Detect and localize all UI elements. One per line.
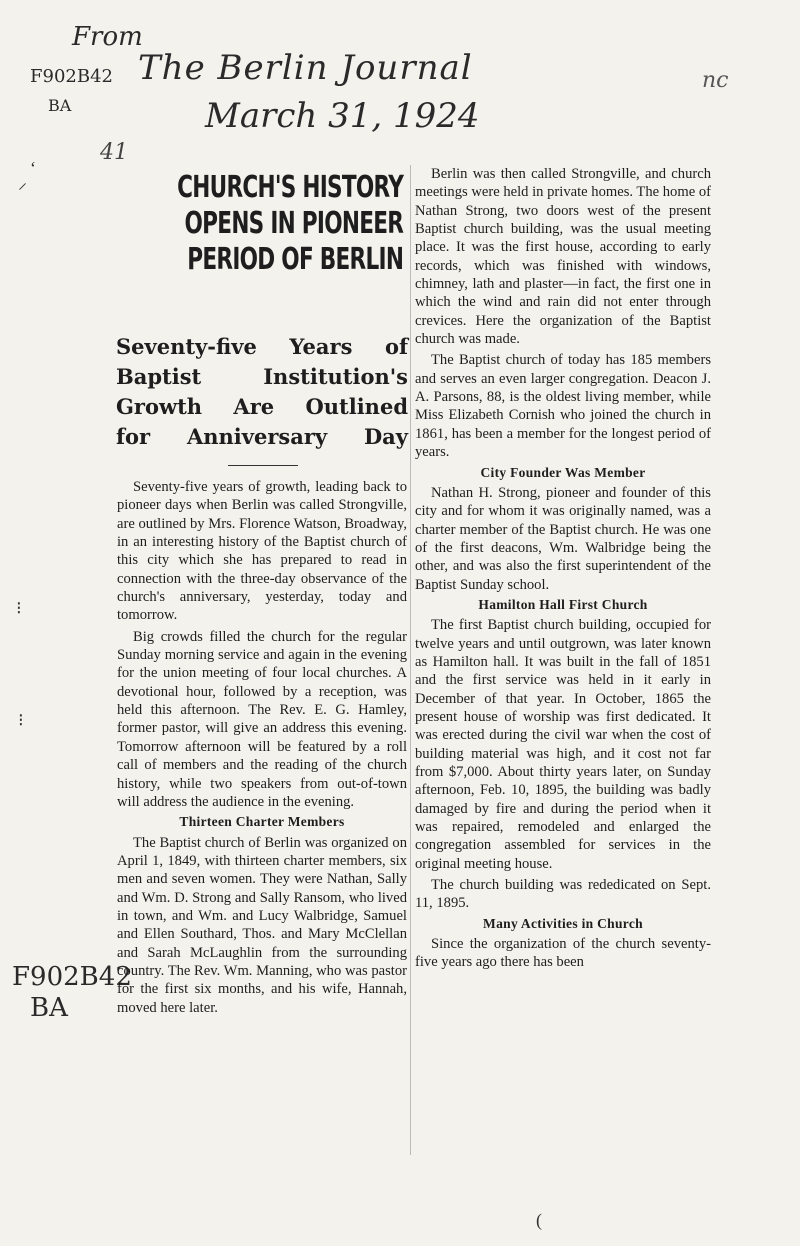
article-paragraph: The Baptist church of Berlin was organized on April 1, 1849, with thirteen charter members, six men and seven women. They were Nathan, Sally and Wm. D. Strong and Sally Ransom, who lived in town, and Wm. and Lucy Walbridge, Samuel and Ellen Southard, Thos. and Mary McClellan and Sarah McLaughlin from the surrounding country. The Rev. Wm. Manning, who was pastor for the first six months, and his wife, Hannah, moved here later. <box>117 834 407 1016</box>
article-paragraph: Nathan H. Strong, pioneer and founder of this city and for whom it was originally named, was a charter member of the Baptist church. He was one of the first deacons, Wm. Walbridge being the other, and was also the first superintendent of the Baptist Sunday school. <box>415 484 711 593</box>
subheadline-line: Seventy-five Years of <box>116 334 408 359</box>
subheadline <box>116 332 408 452</box>
handwritten-from-label: From <box>72 22 143 52</box>
subheadline-line: for Anniversary Day <box>116 424 408 449</box>
headline-line: CHURCH'S HISTORY <box>177 170 404 205</box>
catalog-code-side-sub: BA <box>30 993 68 1024</box>
headline <box>108 170 403 278</box>
catalog-code-side <box>12 962 132 1024</box>
article-column-right <box>415 165 711 972</box>
column-separator <box>410 165 411 1155</box>
scan-mark: ⸍ <box>18 180 27 200</box>
article-subhead: City Founder Was Member <box>480 464 646 480</box>
subheadline-line: Growth Are Outlined <box>116 394 408 419</box>
article-paragraph: Big crowds filled the church for the regular Sunday morning service and again in the evening for the union meeting of four local churches. A devotional hour, followed by a reception, was held this afternoon. The Rev. E. G. Hamley, former pastor, will give an address this evening. Tomorrow afternoon will be featured by a roll call of members and the reading of the church history, while two speakers from out-of-town will address the audience in the evening. <box>117 628 407 810</box>
catalog-code-side-main: F902B42 <box>12 962 132 992</box>
article-paragraph: The church building was rededicated on Sept. 11, 1895. <box>415 877 711 912</box>
scan-mark: ⁝ <box>18 710 24 730</box>
article-column-left <box>117 478 407 1017</box>
article-subhead: Many Activities in Church <box>483 915 643 931</box>
subheadline-line: Baptist Institution's <box>116 364 408 389</box>
article-subhead: Hamilton Hall First Church <box>478 596 648 612</box>
catalog-code-top: F902B42 <box>30 66 113 87</box>
article-paragraph: The Baptist church of today has 185 members and serves an even larger congregation. Deacon J. A. Parsons, 88, is the oldest living member, while Miss Elizabeth Cornish who joined the church in 1861, has been a member for the longest period of years. <box>415 352 711 461</box>
article-paragraph: Berlin was then called Strongville, and church meetings were held in private homes. The home of Nathan Strong, two doors west of the present Baptist church building, was the usual meeting place. It was the first house, according to early records, which was finished with windows, chimney, lath and plaster—in fact, the first one in which the wind and rain did not enter through crevices. Here the organization of the Baptist church was made. <box>415 166 711 348</box>
scan-mark: ⁝ <box>16 598 22 618</box>
divider <box>228 465 298 466</box>
article-paragraph: Since the organization of the church seventy-five years ago there has been <box>415 936 711 971</box>
headline-line: PERIOD OF BERLIN <box>187 242 404 277</box>
scan-mark: ʻ <box>30 158 36 178</box>
scan-mark: ( <box>536 1210 542 1230</box>
article-paragraph: Seventy-five years of growth, leading back to pioneer days when Berlin was called Strongville, are outlined by Mrs. Florence Watson, Broadway, in an interesting history of the Baptist church of this city which she has prepared to read in connection with the three-day observance of the church's anniversary, yesterday, today and tomorrow. <box>117 479 407 624</box>
handwritten-mark: nc <box>702 68 729 93</box>
article-paragraph: The first Baptist church building, occupied for twelve years and until outgrown, was later known as Hamilton hall. It was built in the fall of 1851 and the first service was held in it early in December of that year. In October, 1865 the present house of worship was first dedicated. It was erected during the civil war when the cost of building material was high, and it cost not far from $7,000. About thirty years later, on Sunday afternoon, Feb. 10, 1895, the building was badly damaged by fire and during the period when it was repaired, remodeled and enlarged the congregation assembled for services in the original meeting house. <box>415 617 711 872</box>
handwritten-publication-name: The Berlin Journal <box>138 48 473 88</box>
headline-line: OPENS IN PIONEER <box>184 206 404 241</box>
article-subhead: Thirteen Charter Members <box>179 814 345 830</box>
catalog-code-top-sub: BA <box>48 96 72 115</box>
handwritten-date: March 31, 1924 <box>205 96 480 136</box>
handwritten-page-number: 41 <box>100 140 128 165</box>
